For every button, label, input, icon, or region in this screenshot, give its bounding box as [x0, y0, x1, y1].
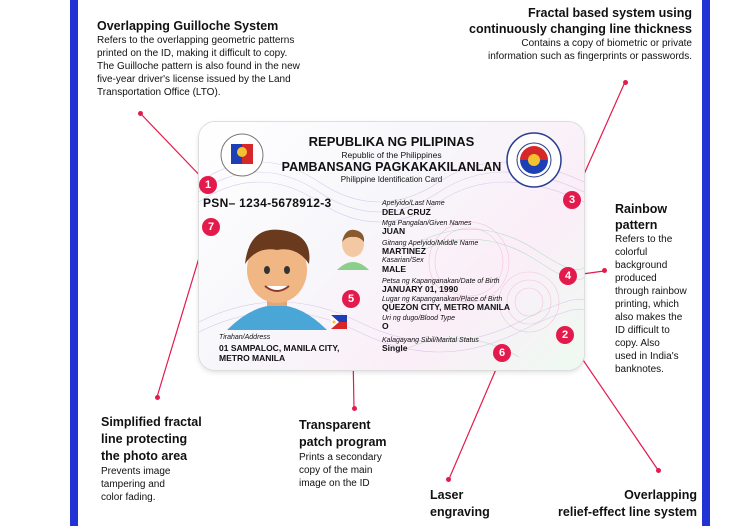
annotation-rainbow-desc-5: through rainbow — [615, 286, 687, 297]
badge-1: 1 — [199, 176, 217, 194]
annotation-photo-desc-1: Prevents image — [101, 466, 171, 477]
main-photo — [217, 220, 337, 330]
annotation-photo — [101, 414, 231, 504]
field-value-blood-type: O — [382, 321, 389, 331]
annotation-fractal-desc-2: information such as fingerprints or passwords. — [488, 51, 692, 62]
annotation-rainbow-desc-7: also makes the — [615, 312, 683, 323]
annotation-guilloche-desc-3: The Guilloche pattern is also found in the new — [97, 61, 300, 72]
address-line-2: METRO MANILA — [219, 353, 286, 363]
annotation-patch-title-2: patch program — [299, 435, 387, 449]
badge-2: 2 — [556, 326, 574, 344]
field-value-middle-name: MARTINEZ — [382, 246, 426, 256]
annotation-guilloche-desc-5: Transportation Office (LTO). — [97, 87, 221, 98]
field-label-date-of-birth: Petsa ng Kapanganakan/Date of Birth — [382, 278, 500, 285]
annotation-patch-title-1: Transparent — [299, 418, 371, 432]
card-subtitle: Republic of the Philippines — [341, 150, 442, 160]
annotation-photo-title-2: line protecting — [101, 432, 188, 446]
psn-number: PSN– 1234-5678912-3 — [203, 196, 332, 210]
annotation-fractal-title-2: continuously changing line thickness — [469, 22, 692, 36]
annotation-rainbow-desc-11: banknotes. — [615, 364, 664, 375]
field-value-address — [219, 343, 339, 363]
badge-5: 5 — [342, 290, 360, 308]
annotation-patch-desc-1: Prints a secondary — [299, 452, 382, 463]
badge-6: 6 — [493, 344, 511, 362]
field-value-marital-status: Single — [382, 343, 408, 353]
annotation-rainbow-title-2: pattern — [615, 218, 658, 232]
dot-relief — [656, 468, 661, 473]
annotation-relief — [530, 487, 697, 521]
annotation-fractal-title-1: Fractal based system using — [528, 6, 692, 20]
field-label-sex: Kasarian/Sex — [382, 257, 424, 264]
annotation-patch-desc-3: image on the ID — [299, 478, 370, 489]
flag-icon — [331, 315, 347, 329]
annotation-rainbow-desc-9: copy. Also — [615, 338, 660, 349]
field-label-marital-status: Kalagayang Sibil/Marital Status — [382, 337, 479, 344]
annotation-fractal-desc-1: Contains a copy of biometric or private — [521, 38, 692, 49]
dot-fractal — [623, 80, 628, 85]
annotation-rainbow-desc-8: ID difficult to — [615, 325, 670, 336]
annotation-laser-title-1: Laser — [430, 488, 464, 502]
annotation-guilloche-desc-2: printed on the ID, making it difficult to copy. — [97, 48, 288, 59]
field-label-blood-type: Uri ng dugo/Blood Type — [382, 315, 456, 322]
badge-3: 3 — [563, 191, 581, 209]
annotation-guilloche — [97, 18, 362, 99]
annotation-rainbow-desc-6: printing, which — [615, 299, 679, 310]
card-title: REPUBLIKA NG PILIPINAS — [308, 134, 475, 149]
card-subtitle2: Philippine Identification Card — [340, 175, 443, 184]
field-label-last-name: Apelyido/Last Name — [382, 200, 445, 207]
annotation-relief-title-2: relief-effect line system — [558, 505, 697, 519]
field-label-place-of-birth: Lugar ng Kapanganakan/Place of Birth — [382, 296, 503, 303]
badge-4: 4 — [559, 267, 577, 285]
annotation-photo-desc-3: color fading. — [101, 492, 156, 503]
annotation-guilloche-desc-1: Refers to the overlapping geometric patterns — [97, 35, 295, 46]
dot-laser — [446, 477, 451, 482]
annotation-rainbow-desc-2: colorful — [615, 247, 648, 258]
field-label-given-names: Mga Pangalan/Given Names — [382, 220, 472, 227]
card-title2: PAMBANSANG PAGKAKAKILANLAN — [281, 160, 502, 174]
address-line-1: 01 SAMPALOC, MANILA CITY, — [219, 343, 340, 353]
dot-guilloche — [138, 111, 143, 116]
annotation-fractal — [440, 5, 692, 63]
field-value-given-names: JUAN — [382, 226, 406, 236]
dot-rainbow — [602, 268, 607, 273]
connector-guilloche — [140, 113, 207, 183]
annotation-guilloche-title: Overlapping Guilloche System — [97, 19, 279, 33]
annotation-photo-title-3: the photo area — [101, 449, 188, 463]
dot-patch — [352, 406, 357, 411]
annotation-photo-title-1: Simplified fractal — [101, 415, 202, 429]
annotation-guilloche-desc-4: five-year driver's license issued by the Land — [97, 74, 291, 85]
connector-laser — [449, 353, 503, 479]
annotation-photo-desc-2: tampering and — [101, 479, 165, 490]
annotation-patch — [299, 417, 429, 490]
field-value-date-of-birth: JANUARY 01, 1990 — [382, 284, 459, 294]
annotation-laser-title-2: engraving — [430, 505, 490, 519]
annotation-laser — [430, 487, 530, 521]
badge-7: 7 — [202, 218, 220, 236]
annotation-rainbow-desc-4: produced — [615, 273, 657, 284]
annotation-relief-title-1: Overlapping — [624, 488, 697, 502]
field-label-middle-name: Gitnang Apelyido/Middle Name — [382, 240, 479, 247]
id-card — [199, 122, 584, 370]
field-value-place-of-birth: QUEZON CITY, METRO MANILA — [382, 302, 510, 312]
dot-photo — [155, 395, 160, 400]
annotation-rainbow-desc-3: background — [615, 260, 668, 271]
patch-photo — [333, 224, 373, 270]
annotation-rainbow-desc-10: used in India's — [615, 351, 679, 362]
field-value-last-name: DELA CRUZ — [382, 207, 431, 217]
field-value-sex: MALE — [382, 264, 407, 274]
annotation-rainbow — [615, 201, 700, 376]
annotation-rainbow-desc-1: Refers to the — [615, 234, 673, 245]
field-label-address: Tirahan/Address — [219, 334, 271, 341]
annotation-rainbow-title-1: Rainbow — [615, 202, 668, 216]
annotation-patch-desc-2: copy of the main — [299, 465, 373, 476]
